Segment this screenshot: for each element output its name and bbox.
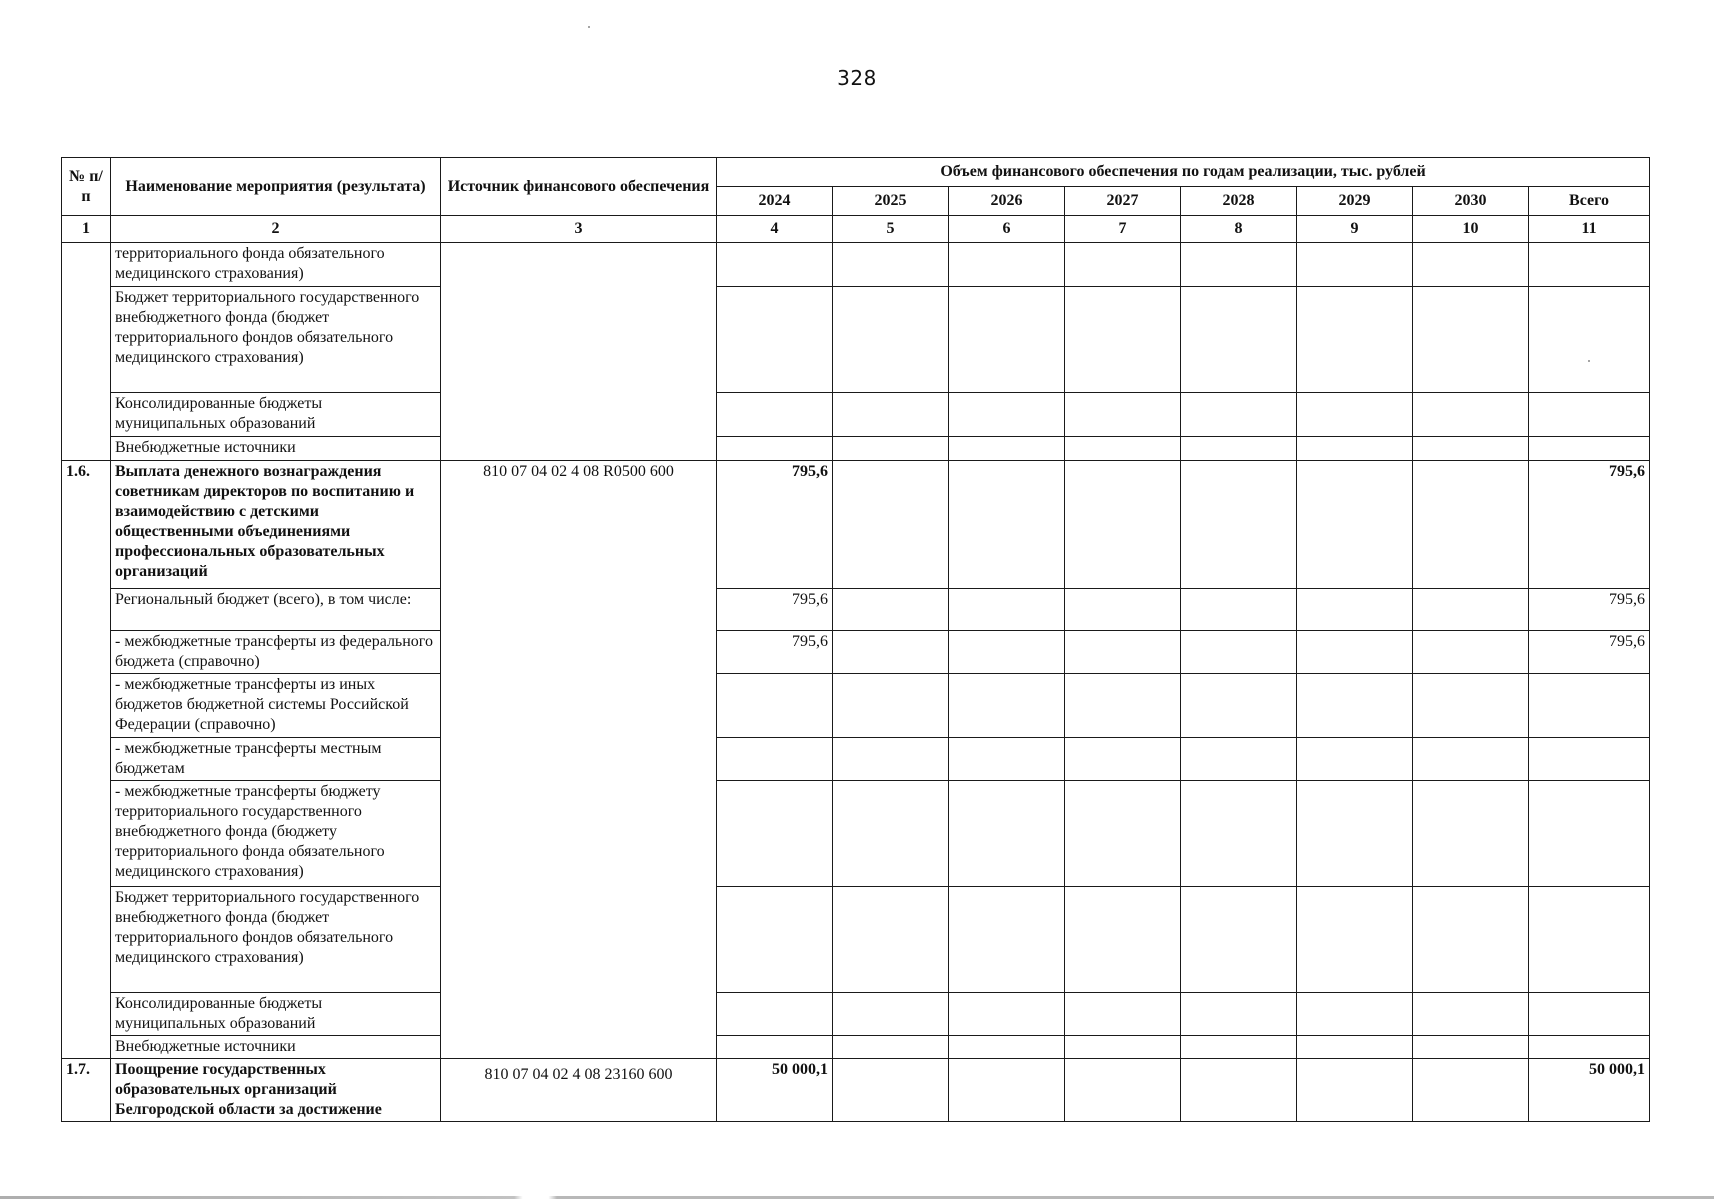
value-cell: [717, 393, 833, 437]
value-cell: [1065, 393, 1181, 437]
value-cell: [1297, 674, 1413, 738]
value-cell: [1065, 437, 1181, 461]
value-cell: [1065, 887, 1181, 993]
row-name: Региональный бюджет (всего), в том числе:: [111, 589, 441, 631]
value-cell: [1413, 393, 1529, 437]
value-cell: [949, 287, 1065, 393]
value-cell: [1529, 781, 1650, 887]
value-cell: [949, 393, 1065, 437]
value-cell: [949, 631, 1065, 674]
value-cell: [717, 1036, 833, 1059]
header-row-1: [62, 158, 1650, 187]
row-name: Поощрение государственных образовательных организаций Белгородской области за достижение: [111, 1059, 441, 1122]
row-name: Консолидированные бюджеты муниципальных образований: [111, 993, 441, 1036]
row-name: - межбюджетные трансферты из иных бюджетов бюджетной системы Российской Федерации (справочно): [111, 674, 441, 738]
header-year: 2029: [1297, 187, 1413, 216]
table-row: [62, 631, 1650, 674]
column-number: 5: [833, 216, 949, 243]
column-number: 7: [1065, 216, 1181, 243]
table-row: [62, 1036, 1650, 1059]
table-row: [62, 674, 1650, 738]
table-row: [62, 393, 1650, 437]
value-cell: [1297, 887, 1413, 993]
table-row: [62, 243, 1650, 287]
value-cell: [1413, 993, 1529, 1036]
value-cell: [1413, 437, 1529, 461]
value-cell: [833, 674, 949, 738]
value-cell: [833, 589, 949, 631]
header-volume: Объем финансового обеспечения по годам реализации, тыс. рублей: [717, 158, 1650, 187]
value-cell: [1413, 631, 1529, 674]
table-row: [62, 781, 1650, 887]
value-cell: [1181, 674, 1297, 738]
value-cell: [1413, 287, 1529, 393]
value-cell: [1297, 738, 1413, 781]
value-cell: [1413, 674, 1529, 738]
value-cell: [1297, 993, 1413, 1036]
value-cell: [949, 461, 1065, 589]
value-cell: [1181, 461, 1297, 589]
column-number: 10: [1413, 216, 1529, 243]
table-row: [62, 993, 1650, 1036]
row-name: - межбюджетные трансферты местным бюджетам: [111, 738, 441, 781]
value-cell: [1065, 243, 1181, 287]
row-no-cell: 1.6.: [62, 461, 111, 1059]
value-cell: 795,6: [717, 631, 833, 674]
value-cell: [1065, 287, 1181, 393]
scan-edge-line: [0, 1196, 1714, 1199]
value-cell: [1413, 1036, 1529, 1059]
value-cell: [1529, 887, 1650, 993]
value-cell: [949, 437, 1065, 461]
value-cell: [1297, 243, 1413, 287]
value-cell: [1297, 287, 1413, 393]
value-cell: [1297, 437, 1413, 461]
value-cell: [833, 393, 949, 437]
header-year: 2030: [1413, 187, 1529, 216]
source-cell-continued: [441, 243, 717, 461]
value-cell: [1181, 243, 1297, 287]
value-cell: [1065, 461, 1181, 589]
column-number: 4: [717, 216, 833, 243]
value-cell: [1065, 674, 1181, 738]
row-name: территориального фонда обязательного медицинского страхования): [111, 243, 441, 287]
value-cell: [833, 781, 949, 887]
value-cell: [1297, 461, 1413, 589]
value-cell: [717, 781, 833, 887]
value-cell: [949, 589, 1065, 631]
value-cell: 795,6: [1529, 461, 1650, 589]
header-year: 2028: [1181, 187, 1297, 216]
table-row: [62, 1059, 1650, 1122]
value-cell: [1065, 1036, 1181, 1059]
value-cell: [833, 243, 949, 287]
table-row: [62, 437, 1650, 461]
value-cell: [1181, 589, 1297, 631]
header-no: № п/п: [62, 158, 111, 216]
value-cell: [1181, 993, 1297, 1036]
header-year: 2024: [717, 187, 833, 216]
value-cell: [949, 738, 1065, 781]
value-cell: [833, 887, 949, 993]
value-cell: [1065, 781, 1181, 887]
value-cell: [717, 287, 833, 393]
value-cell: [1529, 437, 1650, 461]
source-code-1-7: 810 07 04 02 4 08 23160 600: [441, 1059, 717, 1122]
row-name: Внебюджетные источники: [111, 437, 441, 461]
value-cell: [1297, 1036, 1413, 1059]
value-cell: [949, 243, 1065, 287]
value-cell: [949, 993, 1065, 1036]
table-row: [62, 738, 1650, 781]
value-cell: [1297, 393, 1413, 437]
column-number-row: [62, 216, 1650, 243]
value-cell: [1529, 393, 1650, 437]
value-cell: [1181, 287, 1297, 393]
table-row: [62, 287, 1650, 393]
value-cell: [1297, 631, 1413, 674]
value-cell: [1297, 781, 1413, 887]
value-cell: [1413, 1059, 1529, 1122]
scan-speck: [1588, 360, 1590, 362]
value-cell: [717, 674, 833, 738]
row-name: - межбюджетные трансферты бюджету территориального государственного внебюджетного фонда (бюджету территориального фонда обязательного медицинского страхования): [111, 781, 441, 887]
column-number: 2: [111, 216, 441, 243]
budget-table-container: [61, 157, 1650, 1122]
header-source: Источник финансового обеспечения: [441, 158, 717, 216]
column-number: 11: [1529, 216, 1650, 243]
row-name: Консолидированные бюджеты муниципальных образований: [111, 393, 441, 437]
value-cell: [1529, 243, 1650, 287]
row-name: - межбюджетные трансферты из федерального бюджета (справочно): [111, 631, 441, 674]
value-cell: [833, 1059, 949, 1122]
value-cell: 795,6: [717, 461, 833, 589]
value-cell: [1529, 993, 1650, 1036]
row-name: Внебюджетные источники: [111, 1036, 441, 1059]
value-cell: [949, 1036, 1065, 1059]
value-cell: [1529, 674, 1650, 738]
source-code-1-6: 810 07 04 02 4 08 R0500 600: [441, 461, 717, 1059]
budget-table: [61, 157, 1650, 1122]
value-cell: [833, 1036, 949, 1059]
value-cell: 795,6: [1529, 589, 1650, 631]
value-cell: [1181, 738, 1297, 781]
value-cell: [1065, 589, 1181, 631]
value-cell: [1529, 738, 1650, 781]
value-cell: 795,6: [717, 589, 833, 631]
column-number: 9: [1297, 216, 1413, 243]
value-cell: [1413, 243, 1529, 287]
value-cell: [1181, 887, 1297, 993]
value-cell: [949, 781, 1065, 887]
value-cell: [717, 738, 833, 781]
value-cell: [1181, 781, 1297, 887]
scan-speck: [588, 26, 590, 28]
value-cell: [1181, 393, 1297, 437]
row-no-cell: 1.7.: [62, 1059, 111, 1122]
header-year: 2026: [949, 187, 1065, 216]
value-cell: [717, 887, 833, 993]
value-cell: 795,6: [1529, 631, 1650, 674]
row-name: Бюджет территориального государственного внебюджетного фонда (бюджет территориального фондов обязательного медицинского страхования): [111, 287, 441, 393]
table-row: [62, 887, 1650, 993]
header-name: Наименование мероприятия (результата): [111, 158, 441, 216]
value-cell: [1529, 287, 1650, 393]
column-number: 3: [441, 216, 717, 243]
value-cell: [833, 287, 949, 393]
value-cell: [1529, 1036, 1650, 1059]
table-row: [62, 461, 1650, 589]
value-cell: [833, 631, 949, 674]
value-cell: [1065, 1059, 1181, 1122]
value-cell: [1181, 1036, 1297, 1059]
value-cell: [1065, 631, 1181, 674]
value-cell: 50 000,1: [1529, 1059, 1650, 1122]
value-cell: [949, 674, 1065, 738]
value-cell: [1297, 1059, 1413, 1122]
value-cell: [1297, 589, 1413, 631]
value-cell: [833, 437, 949, 461]
value-cell: [717, 993, 833, 1036]
value-cell: [833, 461, 949, 589]
column-number: 8: [1181, 216, 1297, 243]
value-cell: [833, 738, 949, 781]
header-year: 2025: [833, 187, 949, 216]
value-cell: [1065, 738, 1181, 781]
column-number: 1: [62, 216, 111, 243]
header-total: Всего: [1529, 187, 1650, 216]
value-cell: [833, 993, 949, 1036]
column-number: 6: [949, 216, 1065, 243]
value-cell: [1181, 1059, 1297, 1122]
row-no-cell: [62, 243, 111, 461]
value-cell: [1413, 781, 1529, 887]
value-cell: 50 000,1: [717, 1059, 833, 1122]
value-cell: [1413, 887, 1529, 993]
page-number: 328: [837, 66, 877, 90]
value-cell: [1413, 461, 1529, 589]
row-name: Бюджет территориального государственного внебюджетного фонда (бюджет территориального фондов обязательного медицинского страхования): [111, 887, 441, 993]
value-cell: [949, 887, 1065, 993]
value-cell: [1181, 631, 1297, 674]
value-cell: [717, 243, 833, 287]
value-cell: [949, 1059, 1065, 1122]
value-cell: [1413, 589, 1529, 631]
value-cell: [1181, 437, 1297, 461]
value-cell: [1065, 993, 1181, 1036]
value-cell: [717, 437, 833, 461]
table-row: [62, 589, 1650, 631]
value-cell: [1413, 738, 1529, 781]
row-name: Выплата денежного вознаграждения советникам директоров по воспитанию и взаимодействию с детскими общественными объединениями профессиональных образовательных организаций: [111, 461, 441, 589]
header-year: 2027: [1065, 187, 1181, 216]
